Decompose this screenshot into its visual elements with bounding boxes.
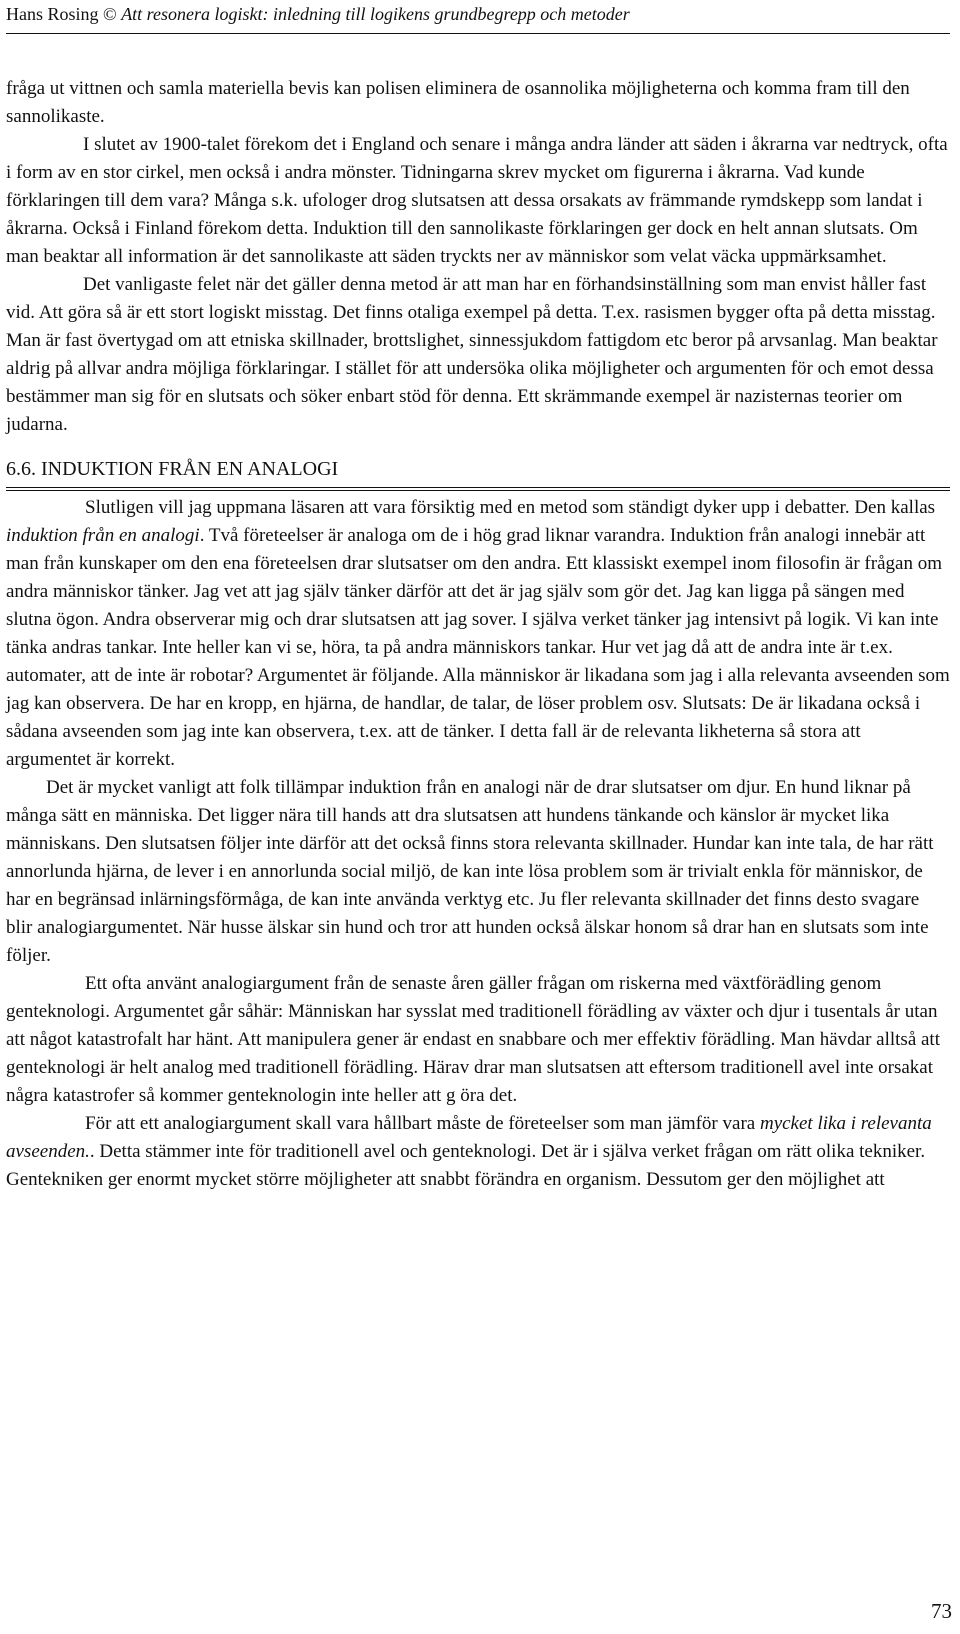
header-divider	[6, 33, 950, 34]
heading-double-rule	[6, 487, 950, 491]
paragraph: Ett ofta använt analogiargument från de senaste åren gäller frågan om riskerna med växtförädling genom genteknologi. Argumentet går såhär: Människan har sysslat med traditionell förädling av växter och djur i tusentals år utan att något katastrofalt har hänt. Att manipulera gener är endast en snabbare och mer effektiv förädling. Man hävdar alltså att genteknologi är helt analog med traditionell förädling. Härav drar man slutsatsen att eftersom traditionell avel inte orsakat några katastrofer så kommer genteknologin inte heller att g öra det.	[6, 973, 940, 1106]
paragraph	[6, 1110, 950, 1194]
paragraph: I slutet av 1900-talet förekom det i England och senare i många andra länder att säden i åkrarna var nedtryck, ofta i form av en stor cirkel, men också i andra mönster. Tidningarna skrev mycket om figurerna i åkrarna. Vad kunde förklaringen till dem vara? Många s.k. ufologer drog slutsatsen att dessa orsakats av främmande rymdskepp som landat i åkrarna. Också i Finland förekom detta. Induktion till den sannolikaste förklaringen ger dock en helt annan slutsats. Om man beaktar all information är det sannolikaste att säden tryckts ner av människor som velat väcka uppmärksamhet.	[6, 134, 948, 267]
page-number: 73	[931, 1599, 952, 1623]
paragraph	[6, 494, 950, 774]
running-header	[6, 0, 946, 28]
text-run: . Två företeelser är analoga om de i hög grad liknar varandra. Induktion från analogi innebär att man från kunskaper om den ena företeelsen drar slutsatser om den andra. Ett klassiskt exempel inom filosofin är frågan om andra människor tänker. Jag vet att jag själv tänker därför att det är jag själv som gör det. Jag kan ligga på sängen med slutna ögon. Andra observerar mig och drar slutsatsen att jag sover. I själva verket tänker jag intensivt på logik. Vi kan inte tänka andras tankar. Inte heller kan vi se, höra, ta på andra människors tankar. Hur vet jag då att de andra inte är t.ex. automater, att de inte är robotar? Argumentet är följande. Alla människor är likadana som jag i alla relevanta avseenden som jag kan observera. De har en kropp, en hjärna, de handlar, de talar, de löser problem osv. Slutsats: De är likadana också i sådana avseenden som jag inte kan observera, t.ex. att de tänker. I detta fall är de relevanta likheterna så stora att argumentet är korrekt.	[6, 525, 950, 770]
text-run: Slutligen vill jag uppmana läsaren att vara försiktig med en metod som ständigt dyker upp i debatter. Den kallas	[85, 497, 936, 518]
text-run: . Detta stämmer inte för traditionell avel och genteknologi. Det är i själva verket frågan om rätt olika tekniker. Gentekniken ger enormt mycket större möjligheter att snabbt förändra en organism. Dessutom ger den möjlighet att	[6, 1141, 926, 1190]
body-text	[6, 75, 950, 1194]
paragraph: Det är mycket vanligt att folk tillämpar induktion från en analogi när de drar slutsatser om djur. En hund liknar på många sätt en människa. Det ligger nära till hands att dra slutsatsen att hundens tänkande och känslor är mycket lika människans. Den slutsatsen följer inte därför att det också finns stora relevanta skillnader. Hundar kan inte tala, de har rätt annorlunda hjärna, de lever i en annorlunda social miljö, de kan inte lösa problem som är trivialt enkla för människor, de har en begränsad inlärningsförmåga, de kan inte använda verktyg etc. Ju fler relevanta skillnader det finns desto svagare blir analogiargumentet. När husse älskar sin hund och tror att hunden också älskar honom så drar han en slutsats som inte följer.	[6, 777, 934, 966]
header-title: Att resonera logiskt: inledning till logikens grundbegrepp och metoder	[121, 4, 630, 24]
paragraph: Det vanligaste felet när det gäller denna metod är att man har en förhandsinställning som man envist håller fast vid. Att göra så är ett stort logiskt misstag. Det finns otaliga exempel på detta. T.ex. rasismen bygger ofta på detta misstag. Man är fast övertygad om att etniska skillnader, brottslighet, sinnessjukdom fattigdom etc beror på arvsanlag. Man beaktar aldrig på allvar andra möjliga förklaringar. I stället för att undersöka olika möjligheter och argumenten för och emot dessa bestämmer man sig för en slutsats och söker enbart stöd för denna. Ett skrämmande exempel är nazisternas teorier om judarna.	[6, 274, 938, 435]
paragraph: fråga ut vittnen och samla materiella bevis kan polisen eliminera de osannolika möjligheterna och komma fram till den sannolikaste.	[6, 78, 910, 127]
text-run: För att ett analogiargument skall vara hållbart måste de företeelser som man jämför vara	[85, 1113, 760, 1134]
emphasis-term: induktion från en analogi	[6, 525, 200, 546]
section-heading: 6.6. INDUKTION FRÅN EN ANALOGI	[6, 458, 339, 480]
header-author: Hans Rosing ©	[6, 4, 122, 24]
emphasis-phrase: mycket lika i relevanta avseenden.	[6, 1113, 932, 1162]
section-6-6	[6, 457, 950, 1194]
